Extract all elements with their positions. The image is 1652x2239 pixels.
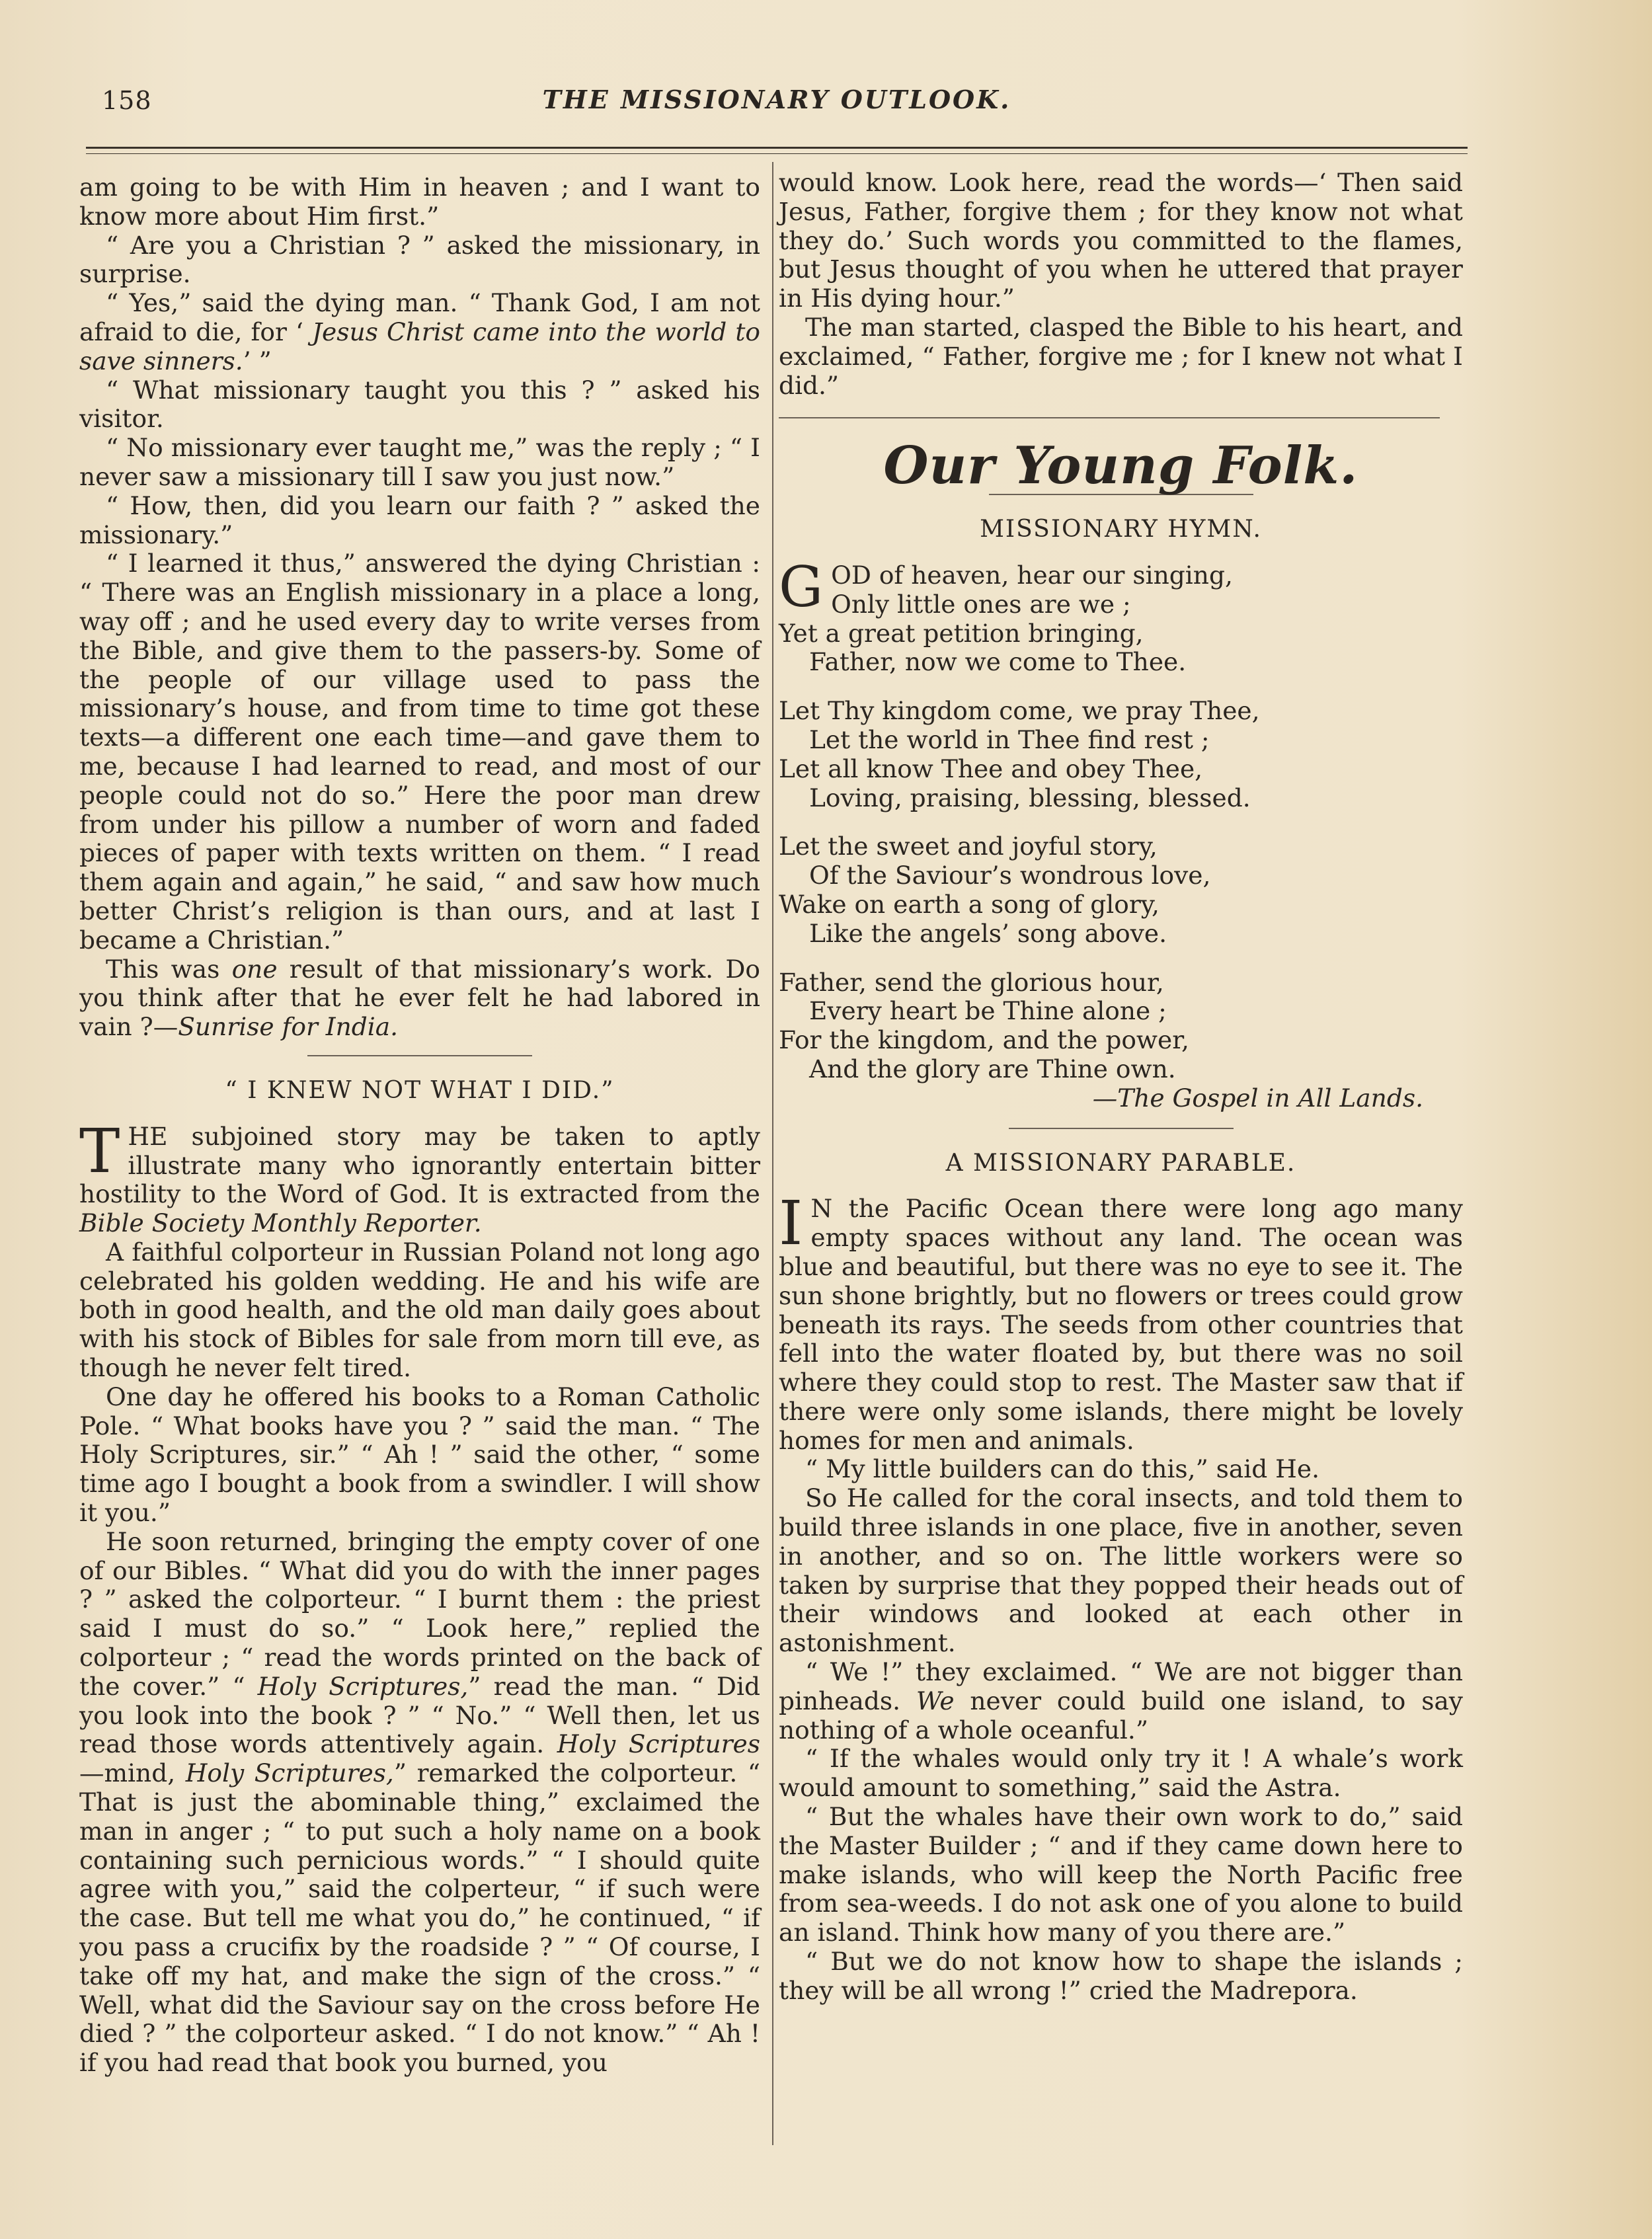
verse-line: Let all know Thee and obey Thee,: [779, 754, 1203, 783]
running-title: THE MISSIONARY OUTLOOK.: [542, 85, 1011, 114]
paragraph: [779, 1188, 1463, 1455]
paragraph: “ My little builders can do this,” said He.: [805, 1454, 1319, 1484]
verse-line: Let Thy kingdom come, we pray Thee,: [779, 696, 1260, 726]
column-divider: [772, 162, 773, 2145]
text-run: result of that missionary’s work. Do you think after that he ever felt he had labored in vain ?—: [79, 954, 760, 1042]
text-run: This was: [106, 954, 232, 984]
paragraph: “ But the whales have their own work to do,” said the Master Builder ; “ and if they came down here to make islands, who will keep the North Pacific free from sea-weeds. I do not ask one of you alone to build an island. Think how many of you there are.”: [779, 1802, 1463, 1947]
page-number: 158: [102, 86, 152, 115]
drop-cap: T: [79, 1115, 120, 1187]
hymn: [779, 554, 1463, 1113]
paragraph: [79, 955, 760, 1042]
section-rule: [1009, 1128, 1234, 1129]
header-rule: [86, 147, 1468, 149]
paragraph: would know. Look here, read the words—‘ Then said Jesus, Father, forgive them ; for they know not what they do.’ Such words you committed to the flames, but Jesus thought of you when he uttered that prayer in His dying hour.”: [779, 168, 1463, 313]
text-run: ” read the man. “ Did you look into the book ? ” “ No.” “ Well then, let us read those words attentively again.: [79, 1671, 760, 1759]
italic-quote: Jesus Christ came into the world to save sinners.: [79, 317, 760, 375]
verse-line: Every heart be Thine alone ;: [809, 996, 1167, 1026]
text-run: HE subjoined story may be taken to aptly illustrate many who ignorantly entertain bitter hostility to the Word of God. It is extracted from the: [79, 1121, 760, 1209]
stanza: [779, 554, 1463, 677]
paragraph: One day he offered his books to a Roman Catholic Pole. “ What books have you ? ” said the man. “ The Holy Scriptures, sir.” “ Ah ! ” said the other, “ some time ago I bought a book from a swindler. I will show it you.”: [79, 1382, 760, 1528]
hymn-attribution: —The Gospel in All Lands.: [1092, 1083, 1423, 1113]
paragraph: The man started, clasped the Bible to his heart, and exclaimed, “ Father, forgive me ; for I knew not what I did.”: [779, 312, 1463, 400]
paragraph: So He called for the coral insects, and told them to build three islands in one place, five in another, seven in another, and so on. The little workers were so taken by surprise that they popped their heads out of their windows and looked at each other in astonishment.: [779, 1483, 1463, 1658]
verse-line: Loving, praising, blessing, blessed.: [809, 783, 1251, 812]
text-run: —mind,: [79, 1758, 186, 1788]
text-run: N the Pacific Ocean there were long ago many empty spaces without any land. The ocean was blue and beautiful, but there was no eye to see it. The sun shone brightly, but no flowers or trees could grow beneath its rays. The seeds from other countries that fell into the water floated by, but there was no soil where they could stop to rest. The Master saw that if there were only some islands, there might be lovely homes for men and animals.: [779, 1194, 1463, 1455]
text-run: “ Yes,” said the dying man. “ Thank God, I am not afraid to die, for ‘: [79, 288, 760, 346]
paragraph: “ I learned it thus,” answered the dying Christian : “ There was an English missionary in a place a long, way off ; and he used every day to write verses from the Bible, and give them to the passers-by. Some of the people of our village used to pass the missionary’s house, and from time to time got these texts—a different one each time—and gave them to me, because I had learned to read, and most of our people could not do so.” Here the poor man drew from under his pillow a number of worn and faded pieces of paper with texts written on them. “ I read them again and again,” he said, “ and saw how much better Christ’s religion is than ours, and at last I became a Christian.”: [79, 549, 760, 955]
section-rule: [307, 1055, 532, 1056]
paragraph: [79, 1528, 760, 2078]
paragraph: “ How, then, did you learn our faith ? ” asked the missionary.”: [79, 491, 760, 549]
text-run: ’ ”: [243, 346, 272, 375]
paragraph: “ If the whales would only try it ! A whale’s work would amount to something,” said the Astra.: [779, 1744, 1463, 1803]
verse-line: Like the angels’ song above.: [809, 918, 1167, 948]
paragraph: A faithful colporteur in Russian Poland not long ago celebrated his golden wedding. He and his wife are both in good health, and the old man daily goes about with his stock of Bibles for sale from morn till eve, as though he never felt tired.: [79, 1237, 760, 1383]
verse-line: Yet a great petition bringing,: [779, 618, 1144, 648]
source-citation: Sunrise for India.: [178, 1012, 399, 1042]
source-citation: Bible Society Monthly Reporter.: [79, 1208, 482, 1238]
paragraph: “ No missionary ever taught me,” was the reply ; “ I never saw a missionary till I saw you just now.”: [79, 433, 760, 491]
verse-line: Only little ones are we ;: [831, 589, 1131, 619]
running-header: [86, 79, 1468, 126]
verse-line: Wake on earth a song of glory,: [779, 889, 1160, 919]
verse-line: Father, now we come to Thee.: [809, 647, 1187, 677]
verse-line: Father, send the glorious hour,: [779, 967, 1164, 997]
paragraph: “ What missionary taught you this ? ” asked his visitor.: [79, 375, 760, 434]
italic-word: one: [231, 954, 278, 984]
drop-cap: I: [779, 1188, 803, 1259]
section-rule: [779, 417, 1440, 418]
drop-cap: G: [779, 554, 824, 619]
stanza: [779, 968, 1463, 1084]
verse-line: For the kingdom, and the power,: [779, 1025, 1189, 1055]
verse-line: And the glory are Thine own.: [809, 1054, 1176, 1083]
hymn-title: MISSIONARY HYMN.: [980, 516, 1262, 543]
text-run: ” remarked the colporteur. “ That is just the abominable thing,” exclaimed the man in anger ; “ to put such a holy name on a book containing such pernicious words.” “ I should quite agree with you,” said the colperteur, “ if such were the case. But tell me what you do,” he continued, “ if you pass a crucifix by the roadside ? ” “ Of course, I take off my hat, and make the sign of the cross.” “ Well, what did the Saviour say on the cross before He died ? ” the colporteur asked. “ I do not know.” “ Ah ! if you had read that book you burned, you: [79, 1758, 760, 2078]
paragraph: “ But we do not know how to shape the islands ; they will be all wrong !” cried the Madrepora.: [779, 1947, 1463, 2005]
verse-line: Of the Saviour’s wondrous love,: [809, 861, 1211, 890]
text-run: OD of heaven, hear our singing,: [831, 560, 1233, 590]
paragraph: [79, 1115, 760, 1238]
italic-phrase: Holy Scriptures: [557, 1729, 760, 1759]
stanza: [779, 832, 1463, 948]
italic-phrase: Holy Scriptures,: [257, 1671, 469, 1701]
italic-word: We: [916, 1686, 955, 1715]
right-column: [779, 169, 1463, 2006]
stanza: [779, 697, 1463, 812]
parable-title: A MISSIONARY PARABLE.: [945, 1149, 1296, 1177]
paragraph: [79, 289, 760, 375]
section-heading: Our Young Folk.: [883, 436, 1358, 496]
italic-phrase: Holy Scriptures,: [185, 1758, 394, 1788]
text-run: never could build one island, to say nothing of a whole oceanful.”: [779, 1686, 1463, 1745]
header-rule-thin: [86, 153, 1468, 154]
paragraph: [779, 1658, 1463, 1745]
paragraph: am going to be with Him in heaven ; and I want to know more about Him first.”: [79, 173, 760, 231]
verse-line: Let the sweet and joyful story,: [779, 832, 1158, 861]
text-run: He soon returned, bringing the empty cover of one of our Bibles. “ What did you do with the inner pages ? ” asked the colporteur. “ I burnt them : the priest said I must do so.” “ Look here,” replied the colporteur ; “ read the words printed on the back of the cover.” “: [79, 1526, 760, 1701]
story-title: “ I KNEW NOT WHAT I DID.”: [225, 1076, 615, 1104]
text-run: “ We !” they exclaimed. “ We are not bigger than pinheads.: [779, 1657, 1463, 1715]
left-column: [79, 173, 760, 2078]
paragraph: “ Are you a Christian ? ” asked the missionary, in surprise.: [79, 230, 760, 289]
verse-line: Let the world in Thee find rest ;: [809, 725, 1210, 754]
